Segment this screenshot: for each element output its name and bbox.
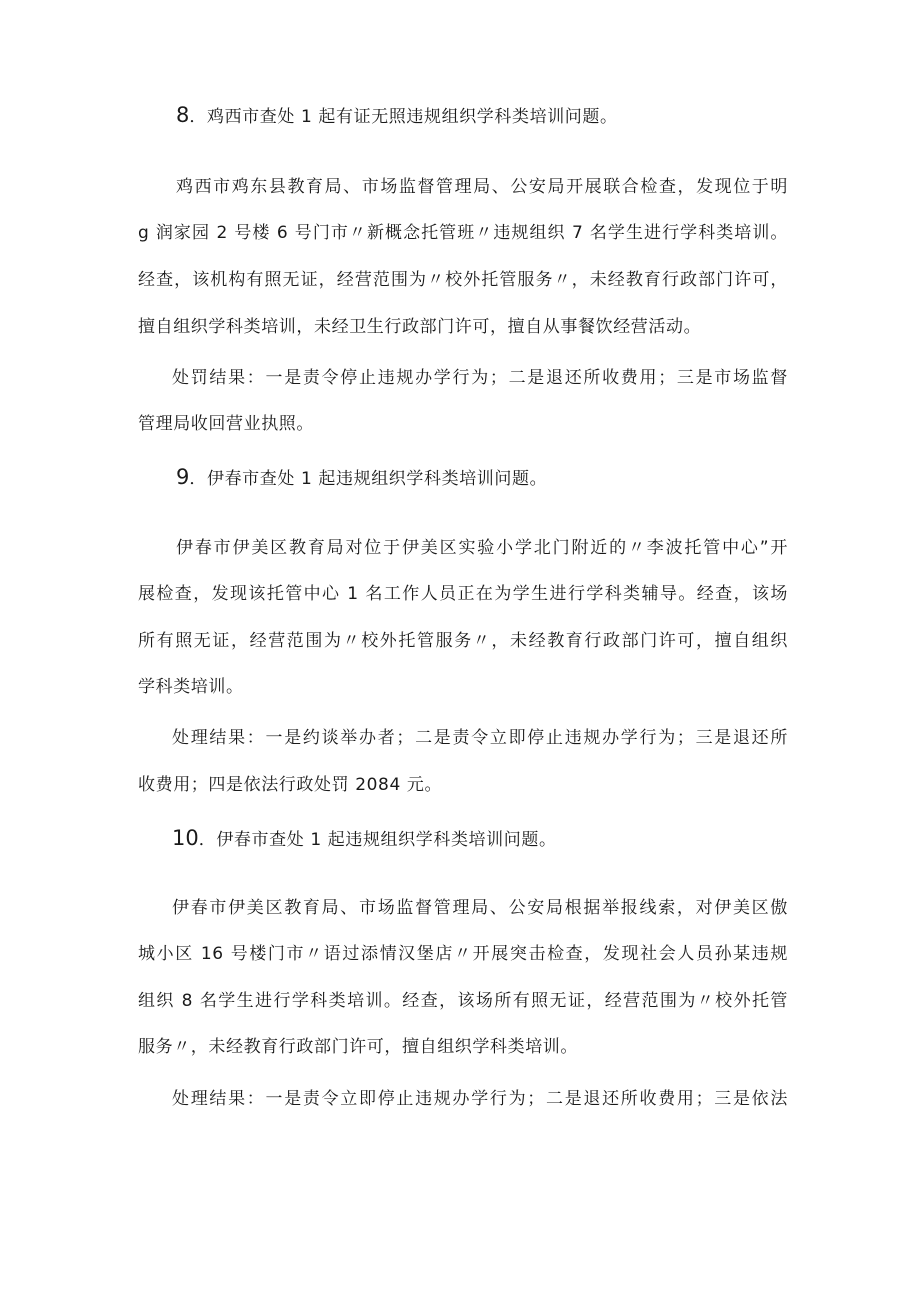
section-8-body-line-4: 擅自组织学科类培训，未经卫生行政部门许可，擅自从事餐饮经营活动。 xyxy=(138,317,702,337)
section-10-body-line-2: 城小区 16 号楼门市〃语过添情汉堡店〃开展突击检查，发现社会人员孙某违规 xyxy=(138,944,788,964)
section-10-body-line-3: 组织 8 名学生进行学科类培训。经查，该场所有照无证，经营范围为〃校外托管 xyxy=(138,991,788,1011)
section-8-result-line-2: 管理局收回营业执照。 xyxy=(138,414,314,434)
section-9-result-line-1: 处理结果：一是约谈举办者；二是责令立即停止违规办学行为；三是退还所 xyxy=(172,728,788,748)
section-9-body-line-3: 所有照无证，经营范围为〃校外托管服务〃，未经教育行政部门许可，擅自组织 xyxy=(138,631,788,651)
section-8-body-line-2: g 润家园 2 号楼 6 号门市〃新概念托管班〃违规组织 7 名学生进行学科类培训。 xyxy=(138,223,788,243)
section-9-heading xyxy=(176,466,826,490)
section-number: 10 xyxy=(172,826,199,850)
section-8-body-line-3: 经查，该机构有照无证，经营范围为〃校外托管服务〃，未经教育行政部门许可， xyxy=(138,270,788,290)
section-8-body-line-1: 鸡西市鸡东县教育局、市场监督管理局、公安局开展联合检查，发现位于明 xyxy=(176,177,788,197)
section-10-heading xyxy=(172,827,822,851)
section-heading-text: ．伊春市查处 1 起违规组织学科类培训问题。 xyxy=(198,830,557,850)
section-8-heading xyxy=(176,104,826,128)
section-10-body-line-1: 伊春市伊美区教育局、市场监督管理局、公安局根据举报线索，对伊美区傲 xyxy=(172,898,788,918)
section-10-result-line-1: 处理结果：一是责令立即停止违规办学行为；二是退还所收费用；三是依法 xyxy=(172,1089,788,1109)
section-8-result-line-1: 处罚结果：一是责令停止违规办学行为；二是退还所收费用；三是市场监督 xyxy=(172,368,788,388)
section-9-body-line-2: 展检查，发现该托管中心 1 名工作人员正在为学生进行学科类辅导。经查，该场 xyxy=(138,584,788,604)
section-heading-text: ．伊春市查处 1 起违规组织学科类培训问题。 xyxy=(189,469,548,489)
section-number: 8 xyxy=(176,103,190,127)
section-9-body-line-4: 学科类培训。 xyxy=(138,677,244,697)
section-heading-text: ．鸡西市查处 1 起有证无照违规组织学科类培训问题。 xyxy=(189,107,618,127)
section-9-body-line-1: 伊春市伊美区教育局对位于伊美区实验小学北门附近的〃李波托管中心”开 xyxy=(176,538,788,558)
section-9-result-line-2: 收费用；四是依法行政处罚 2084 元。 xyxy=(138,775,443,795)
section-10-body-line-4: 服务〃，未经教育行政部门许可，擅自组织学科类培训。 xyxy=(138,1037,578,1057)
section-number: 9 xyxy=(176,465,190,489)
